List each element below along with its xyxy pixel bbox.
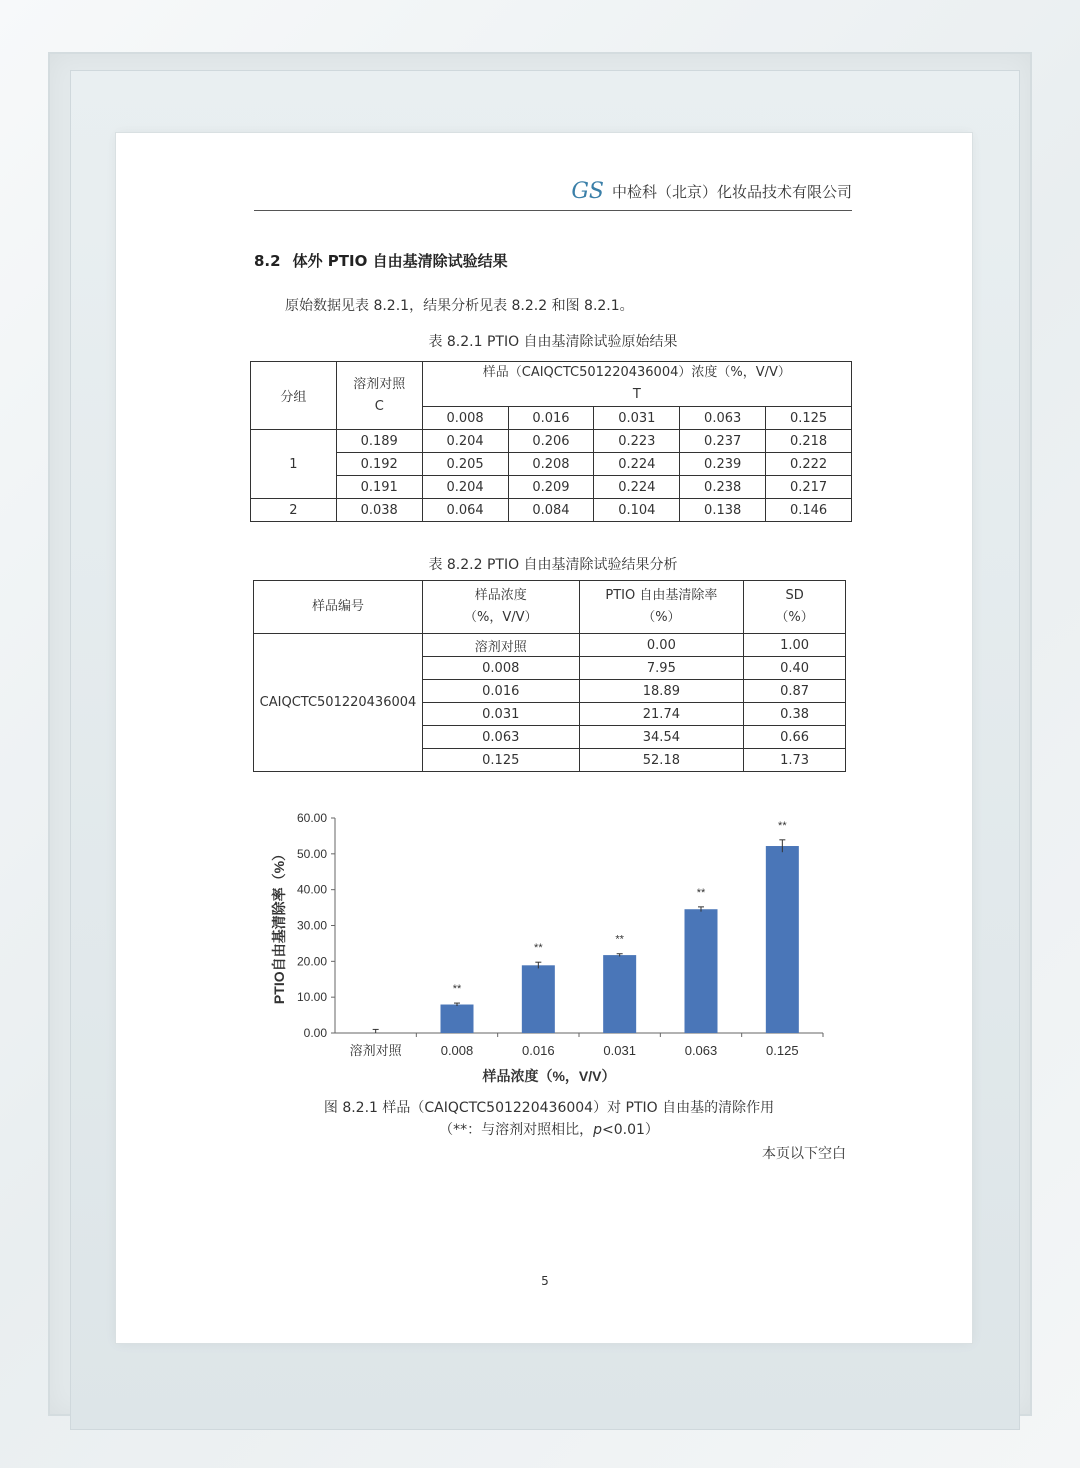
table-cell: 0.224 [594, 476, 680, 499]
sd-header-line2: （%） [775, 610, 814, 625]
rate-header [579, 581, 744, 634]
significance-label: ** [696, 886, 706, 899]
section-number: 8.2 [254, 252, 281, 270]
table-cell: 7.95 [579, 657, 744, 680]
table-cell: 0.192 [336, 453, 422, 476]
table-cell: 0.217 [766, 476, 852, 499]
table-cell: 0.038 [336, 499, 422, 522]
table-cell: 0.66 [744, 726, 846, 749]
table-cell: 0.00 [579, 634, 744, 657]
table-cell: 0.064 [422, 499, 508, 522]
y-tick-label: 50.00 [296, 846, 327, 861]
table-cell: 0.016 [422, 680, 579, 703]
x-axis-title: 样品浓度（%，V/V） [482, 1068, 616, 1084]
group-label: 2 [251, 499, 337, 522]
section-heading: 体外 PTIO 自由基清除试验结果 [292, 252, 508, 270]
table-row [251, 499, 852, 522]
table-row [251, 476, 852, 499]
table-cell: 0.87 [744, 680, 846, 703]
table-cell: 0.146 [766, 499, 852, 522]
y-tick-label: 30.00 [296, 918, 327, 933]
table-row [251, 430, 852, 453]
significance-label: ** [534, 942, 543, 955]
x-tick-label: 0.063 [684, 1043, 718, 1058]
concentration-cell: 0.031 [594, 407, 680, 430]
scavenging-bar-chart [260, 800, 840, 1090]
caption-note-prefix: （**：与溶剂对照相比， [439, 1122, 594, 1138]
table-cell: 18.89 [579, 680, 744, 703]
table-cell: 0.206 [508, 430, 594, 453]
sd-header [744, 581, 846, 634]
x-tick-label: 0.031 [603, 1043, 636, 1058]
y-tick-label: 0.00 [303, 1026, 327, 1040]
section-title [254, 250, 508, 271]
caption-note-suffix: <0.01） [601, 1122, 659, 1138]
significance-label: ** [778, 819, 787, 832]
x-tick-label: 0.125 [766, 1043, 799, 1058]
table-cell: 0.208 [508, 453, 594, 476]
figure-caption [254, 1097, 844, 1141]
chart-bar [441, 1005, 474, 1033]
x-tick-label: 0.016 [522, 1043, 555, 1058]
table-row [251, 453, 852, 476]
x-tick-label: 0.008 [440, 1043, 474, 1058]
table-cell: 0.238 [680, 476, 766, 499]
table-cell: 0.40 [744, 657, 846, 680]
concentration-header-line2: （%，V/V） [464, 610, 538, 625]
concentration-cell: 0.016 [508, 407, 594, 430]
table-cell: 0.104 [594, 499, 680, 522]
table-cell: 34.54 [579, 726, 744, 749]
table-cell: 0.224 [594, 453, 680, 476]
table-cell: 0.189 [336, 430, 422, 453]
chart-bar [685, 909, 718, 1033]
sample-id-header: 样品编号 [254, 581, 423, 634]
y-tick-label: 20.00 [296, 954, 327, 969]
sample-header [422, 362, 851, 407]
control-header-line2: C [374, 398, 384, 414]
analysis-table [253, 580, 846, 772]
table-cell: 0.223 [594, 430, 680, 453]
sample-id-cell: CAIQCTC501220436004 [254, 634, 423, 772]
table-cell: 0.138 [680, 499, 766, 522]
y-tick-label: 10.00 [296, 990, 327, 1005]
group-header: 分组 [251, 362, 337, 430]
blank-page-note: 本页以下空白 [762, 1146, 846, 1162]
significance-label: ** [452, 983, 462, 996]
table-cell: 21.74 [579, 703, 744, 726]
table-cell: 0.218 [766, 430, 852, 453]
chart-bar [766, 846, 799, 1033]
table2-caption: 表 8.2.2 PTIO 自由基清除试验结果分析 [428, 557, 678, 573]
chart-bar [603, 955, 636, 1033]
table-cell: 0.237 [680, 430, 766, 453]
table-cell: 0.204 [422, 476, 508, 499]
table-cell: 0.222 [766, 453, 852, 476]
control-header [336, 362, 422, 430]
table-cell: 1.00 [744, 634, 846, 657]
concentration-cell: 0.125 [766, 407, 852, 430]
y-tick-label: 60.00 [296, 811, 327, 825]
page-header [254, 172, 852, 211]
significance-label: ** [615, 933, 624, 946]
table-cell: 0.205 [422, 453, 508, 476]
control-header-line1: 溶剂对照 [353, 376, 406, 392]
caption-note-p: p [593, 1122, 602, 1138]
company-name: 中检科（北京）化妆品技术有限公司 [611, 182, 852, 201]
company-logo: GS [571, 178, 604, 204]
raw-results-table [250, 361, 852, 522]
table-row [254, 634, 846, 657]
rate-header-line1: PTIO 自由基清除率 [605, 588, 718, 603]
table-cell: 0.084 [508, 499, 594, 522]
concentration-header-line1: 样品浓度 [474, 588, 527, 603]
concentration-cell: 0.008 [422, 407, 508, 430]
table-cell: 0.204 [422, 430, 508, 453]
table-cell: 0.125 [422, 749, 579, 772]
group-label: 1 [251, 430, 337, 499]
table-cell: 0.191 [336, 476, 422, 499]
chart-bar [522, 965, 555, 1033]
rate-header-line2: （%） [642, 610, 681, 625]
table-cell: 0.031 [422, 703, 579, 726]
table-cell: 0.063 [422, 726, 579, 749]
sample-header-line1: 样品（CAIQCTC501220436004）浓度（%，V/V） [482, 365, 791, 380]
concentration-cell: 0.063 [680, 407, 766, 430]
figure-caption-line1: 图 8.2.1 样品（CAIQCTC501220436004）对 PTIO 自由基的清除作用 [323, 1100, 775, 1116]
y-tick-label: 40.00 [296, 882, 327, 897]
table-cell: 0.38 [744, 703, 846, 726]
x-tick-label: 溶剂对照 [349, 1043, 402, 1058]
page-number: 5 [541, 1274, 549, 1288]
table-cell: 1.73 [744, 749, 846, 772]
figure-caption-line2 [254, 1119, 844, 1141]
intro-paragraph: 原始数据见表 8.2.1，结果分析见表 8.2.2 和图 8.2.1。 [285, 298, 634, 314]
table-cell: 溶剂对照 [422, 634, 579, 657]
table-cell: 0.008 [422, 657, 579, 680]
sample-header-line2: T [632, 387, 641, 402]
table-cell: 0.239 [680, 453, 766, 476]
sd-header-line1: SD [785, 588, 804, 603]
y-axis-title: PTIO自由基清除率（%） [271, 846, 287, 1005]
table-cell: 52.18 [579, 749, 744, 772]
table-cell: 0.209 [508, 476, 594, 499]
concentration-header [422, 581, 579, 634]
table1-caption: 表 8.2.1 PTIO 自由基清除试验原始结果 [428, 334, 678, 350]
